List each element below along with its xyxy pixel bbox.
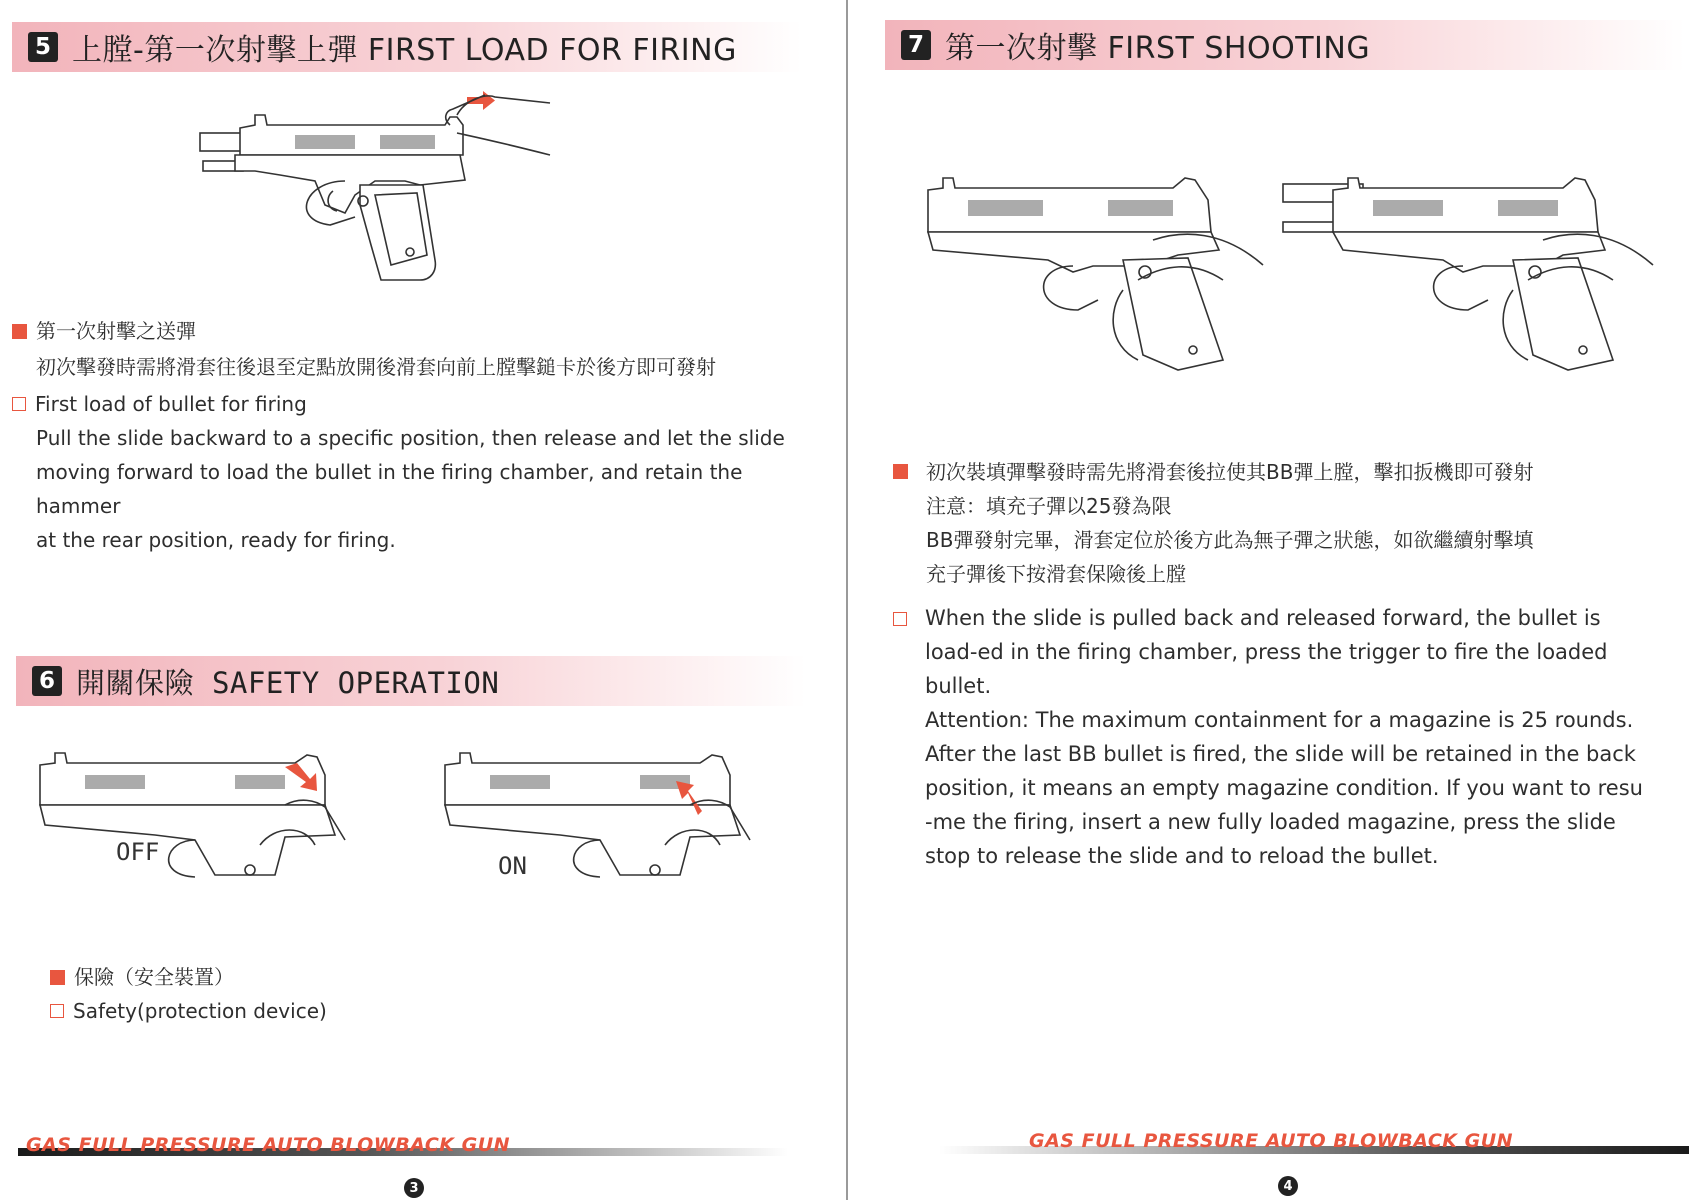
section-6-en-heading: Safety(protection device) (73, 999, 327, 1023)
section-6-text (50, 960, 550, 1028)
section-7-header (885, 20, 1685, 70)
zh-block (893, 455, 1693, 591)
zh-heading-line (50, 960, 550, 994)
safety-on-illustration (440, 745, 785, 885)
body-line: Attention: The maximum containment for a magazine is 25 rounds. (925, 708, 1634, 732)
section-7-en-body (925, 601, 1643, 873)
body-line: load-ed in the firing chamber, press the trigger to fire the loaded (925, 640, 1608, 664)
filled-square-icon (50, 970, 65, 985)
empty-square-icon (12, 397, 26, 411)
en-heading-line (50, 994, 550, 1028)
filled-square-icon (12, 324, 27, 339)
body-line: -me the firing, insert a new fully loaded magazine, press the slide (925, 810, 1616, 834)
left-page (0, 0, 848, 1200)
empty-square-icon (50, 1004, 64, 1018)
section-7-text (893, 455, 1693, 873)
body-line: moving forward to load the bullet in the firing chamber, and retain the hammer (36, 460, 743, 518)
en-heading-line (12, 387, 832, 421)
en-block (893, 601, 1693, 873)
section-6-zh-heading: 保險（安全裝置） (74, 965, 234, 989)
section-7-zh-body (926, 455, 1533, 591)
section-5-header (12, 22, 802, 72)
safety-off-illustration (35, 745, 380, 885)
body-line: Pull the slide backward to a specific position, then release and let the slide (36, 426, 785, 450)
pistol-ready-figure (928, 178, 1263, 370)
section-5-zh-heading: 第一次射擊之送彈 (36, 319, 196, 343)
right-page (849, 0, 1705, 1200)
safety-on-label: ON (498, 852, 527, 880)
footer-tagline: GAS FULL PRESSURE AUTO BLOWBACK GUN (1029, 1130, 1514, 1152)
body-line: 初次裝填彈擊發時需先將滑套後拉使其BB彈上膛，擊扣扳機即可發射 (926, 460, 1534, 484)
section-5-zh-body: 初次擊發時需將滑套往後退至定點放開後滑套向前上膛擊鎚卡於後方即可發射 (36, 355, 716, 379)
section-5-text (12, 314, 832, 557)
page-number: 3 (404, 1178, 424, 1198)
zh-heading-line (12, 314, 832, 348)
safety-off-label: OFF (116, 838, 160, 866)
filled-square-icon (893, 464, 908, 479)
body-line: 注意：填充子彈以25發為限 (926, 494, 1172, 518)
page-number: 4 (1278, 1176, 1298, 1196)
section-5-en-heading: First load of bullet for firing (35, 392, 307, 416)
section-5-en-body (36, 421, 832, 557)
pistol-slide-back-figure (1283, 178, 1653, 370)
body-line: stop to release the slide and to reload the bullet. (925, 844, 1439, 868)
body-line: After the last BB bullet is fired, the slide will be retained in the back (925, 742, 1636, 766)
section-5-number: 5 (28, 32, 58, 62)
section-7-title: 第一次射擊 FIRST SHOOTING (945, 31, 1371, 66)
section-6-header (16, 656, 806, 706)
book-spine (846, 0, 848, 1200)
body-line: BB彈發射完畢，滑套定位於後方此為無子彈之狀態，如欲繼續射擊填 (926, 528, 1534, 552)
body-line: 充子彈後下按滑套保險後上膛 (926, 562, 1186, 586)
section-6-number: 6 (32, 666, 62, 696)
section-5-title: 上膛-第一次射擊上彈 FIRST LOAD FOR FIRING (72, 33, 737, 68)
first-shooting-illustration (923, 170, 1663, 380)
pistol-slide-pull-illustration (195, 85, 605, 305)
body-line: at the rear position, ready for firing. (36, 528, 396, 552)
empty-square-icon (893, 612, 907, 626)
body-line: position, it means an empty magazine condition. If you want to resu (925, 776, 1643, 800)
section-7-number: 7 (901, 30, 931, 60)
body-line: bullet. (925, 674, 992, 698)
section-6-title: 開關保險 SAFETY OPERATION (76, 665, 500, 700)
footer-tagline: GAS FULL PRESSURE AUTO BLOWBACK GUN (26, 1134, 511, 1156)
body-line: When the slide is pulled back and released forward, the bullet is (925, 606, 1601, 630)
